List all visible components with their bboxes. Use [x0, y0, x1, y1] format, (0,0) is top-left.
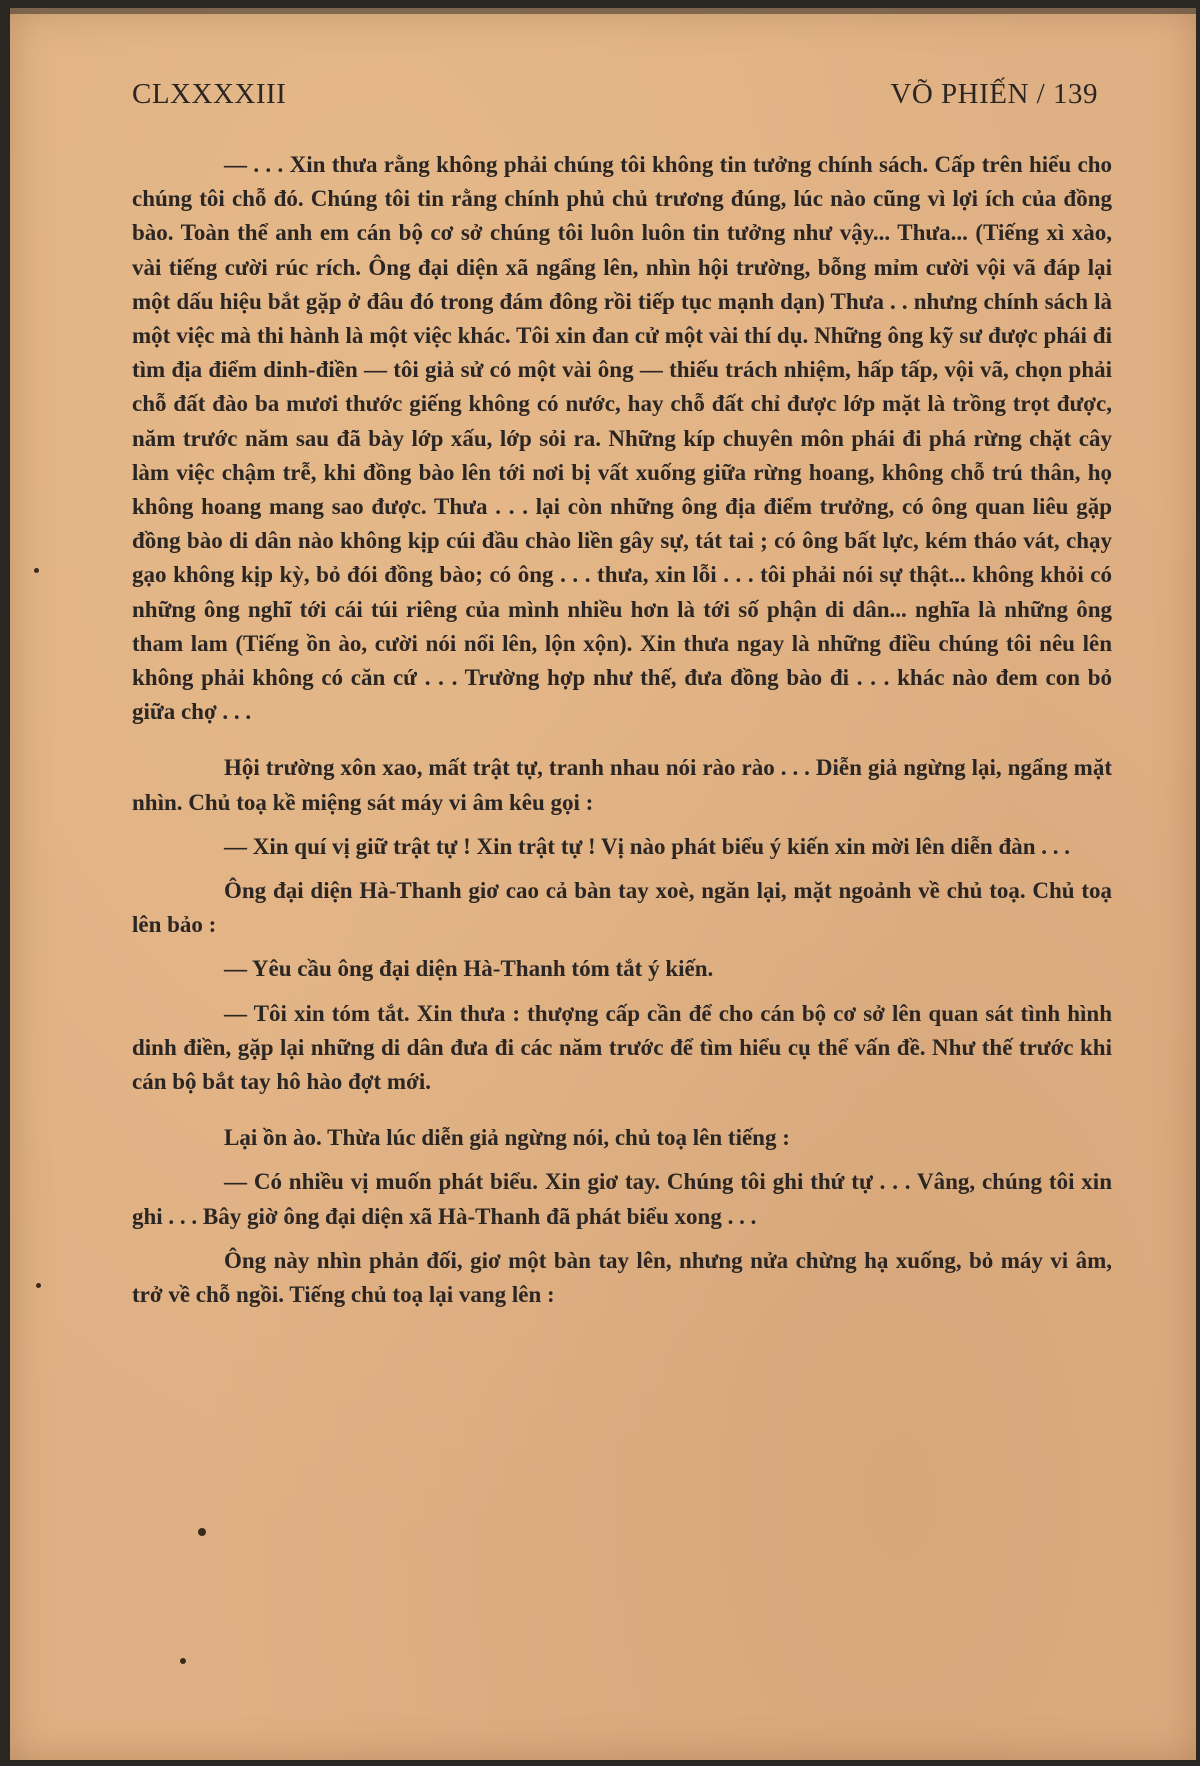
- paragraph-chair-request-summary: — Yêu cầu ông đại diện Hà-Thanh tóm tắt ý kiến.: [224, 956, 714, 982]
- paragraph-chair-call-order: — Xin quí vị giữ trật tự ! Xin trật tự ! Vị nào phát biểu ý kiến xin mời lên diễn đàn . . .: [224, 833, 1071, 859]
- paper-speck: [198, 1528, 206, 1536]
- paper-speck: [180, 1658, 186, 1664]
- paragraph-ha-thanh-gesture: Ông đại diện Hà-Thanh giơ cao cả bàn tay xoè, ngăn lại, mặt ngoảnh về chủ toạ. Chủ toạ lên bảo :: [132, 878, 1112, 938]
- paragraph-renewed-noise: Lại ồn ào. Thừa lúc diễn giả ngừng nói, chủ toạ lên tiếng :: [224, 1125, 790, 1151]
- paragraph-summary-statement: — Tôi xin tóm tắt. Xin thưa : thượng cấp cần để cho cán bộ cơ sở lên quan sát tình hình dinh điền, gặp lại những di dân đưa đi các năm trước để tìm hiểu cụ thể vấn đề. Như thế trước khi cán bộ bắt tay hô hào đợt mới.: [132, 1000, 1112, 1095]
- paragraph-speech-representative: — . . . Xin thưa rằng không phải chúng tôi không tin tưởng chính sách. Cấp trên hiểu cho chúng tôi chỗ đó. Chúng tôi tin rằng chính phủ chủ trương đúng, lúc nào cũng vì lợi ích của đồng bào. Toàn thể anh em cán bộ cơ sở chúng tôi luôn luôn tin tưởng như vậy... Thưa... (Tiếng xì xào, vài tiếng cười rúc rích. Ông đại diện xã ngẩng lên, nhìn hội trường, bỗng mỉm cười vội vã đáp lại một dấu hiệu bắt gặp ở đâu đó trong đám đông rồi tiếp tục mạnh dạn) Thưa . . nhưng chính sách là một việc mà thi hành là một việc khác. Tôi xin đan cử một vài thí dụ. Những ông kỹ sư được phái đi tìm địa điểm dinh-điền — tôi giả sử có một vài ông — thiếu trách nhiệm, hấp tấp, vội vã, chọn phải chỗ đất đào ba mươi thước giếng không có nước, hay chỗ đất chỉ được lớp mặt là trồng trọt được, năm trước năm sau đã bày lớp xấu, lớp sỏi ra. Những kíp chuyên môn phái đi phá rừng chặt cây làm việc chậm trễ, khi đồng bào lên tới nơi bị vất xuống giữa rừng hoang, không chỗ trú thân, họ không hoang mang sao được. Thưa . . . lại còn những ông địa điểm trưởng, có ông quan liêu gặp đồng bào di dân nào không kịp cúi đầu chào liền gây sự, tát tai ; có ông bất lực, kém tháo vát, chạy gạo không kịp kỳ, bỏ đói đồng bào; có ông . . . thưa, xin lỗi . . . tôi phải nói sự thật... không khỏi có những ông nghĩ tới cái túi riêng của mình nhiều hơn là tới số phận di dân... nghĩa là những ông tham lam (Tiếng ồn ào, cười nói nổi lên, lộn xộn). Xin thưa ngay là những điều chúng tôi nêu lên không phải không có căn cứ . . . Trường hợp như thế, đưa đồng bào đi . . . khác nào đem con bỏ giữa chợ . . .: [132, 152, 1112, 725]
- book-page: [10, 8, 1196, 1760]
- paragraph-return-to-seat: Ông này nhìn phản đối, giơ một bàn tay lên, nhưng nửa chừng hạ xuống, bỏ máy vi âm, trở về chỗ ngồi. Tiếng chủ toạ lại vang lên :: [132, 1247, 1112, 1308]
- page-body: [132, 148, 1112, 1312]
- paper-speck: [34, 568, 39, 573]
- author-and-page-number: VÕ PHIẾN / 139: [890, 78, 1098, 110]
- paragraph-hall-commotion: Hội trường xôn xao, mất trật tự, tranh nhau nói rào rào . . . Diễn giả ngừng lại, ngẩng mặt nhìn. Chủ toạ kề miệng sát máy vi âm kêu gọi :: [132, 755, 1112, 815]
- chapter-number: CLXXXXIII: [132, 78, 287, 110]
- running-header: [132, 78, 1098, 118]
- paragraph-chair-many-speakers: — Có nhiều vị muốn phát biểu. Xin giơ tay. Chúng tôi ghi thứ tự . . . Vâng, chúng tôi xin ghi . . . Bây giờ ông đại diện xã Hà-Thanh đã phát biểu xong . . .: [132, 1169, 1112, 1229]
- page-top-edge: [10, 8, 1196, 14]
- paper-speck: [36, 1283, 41, 1288]
